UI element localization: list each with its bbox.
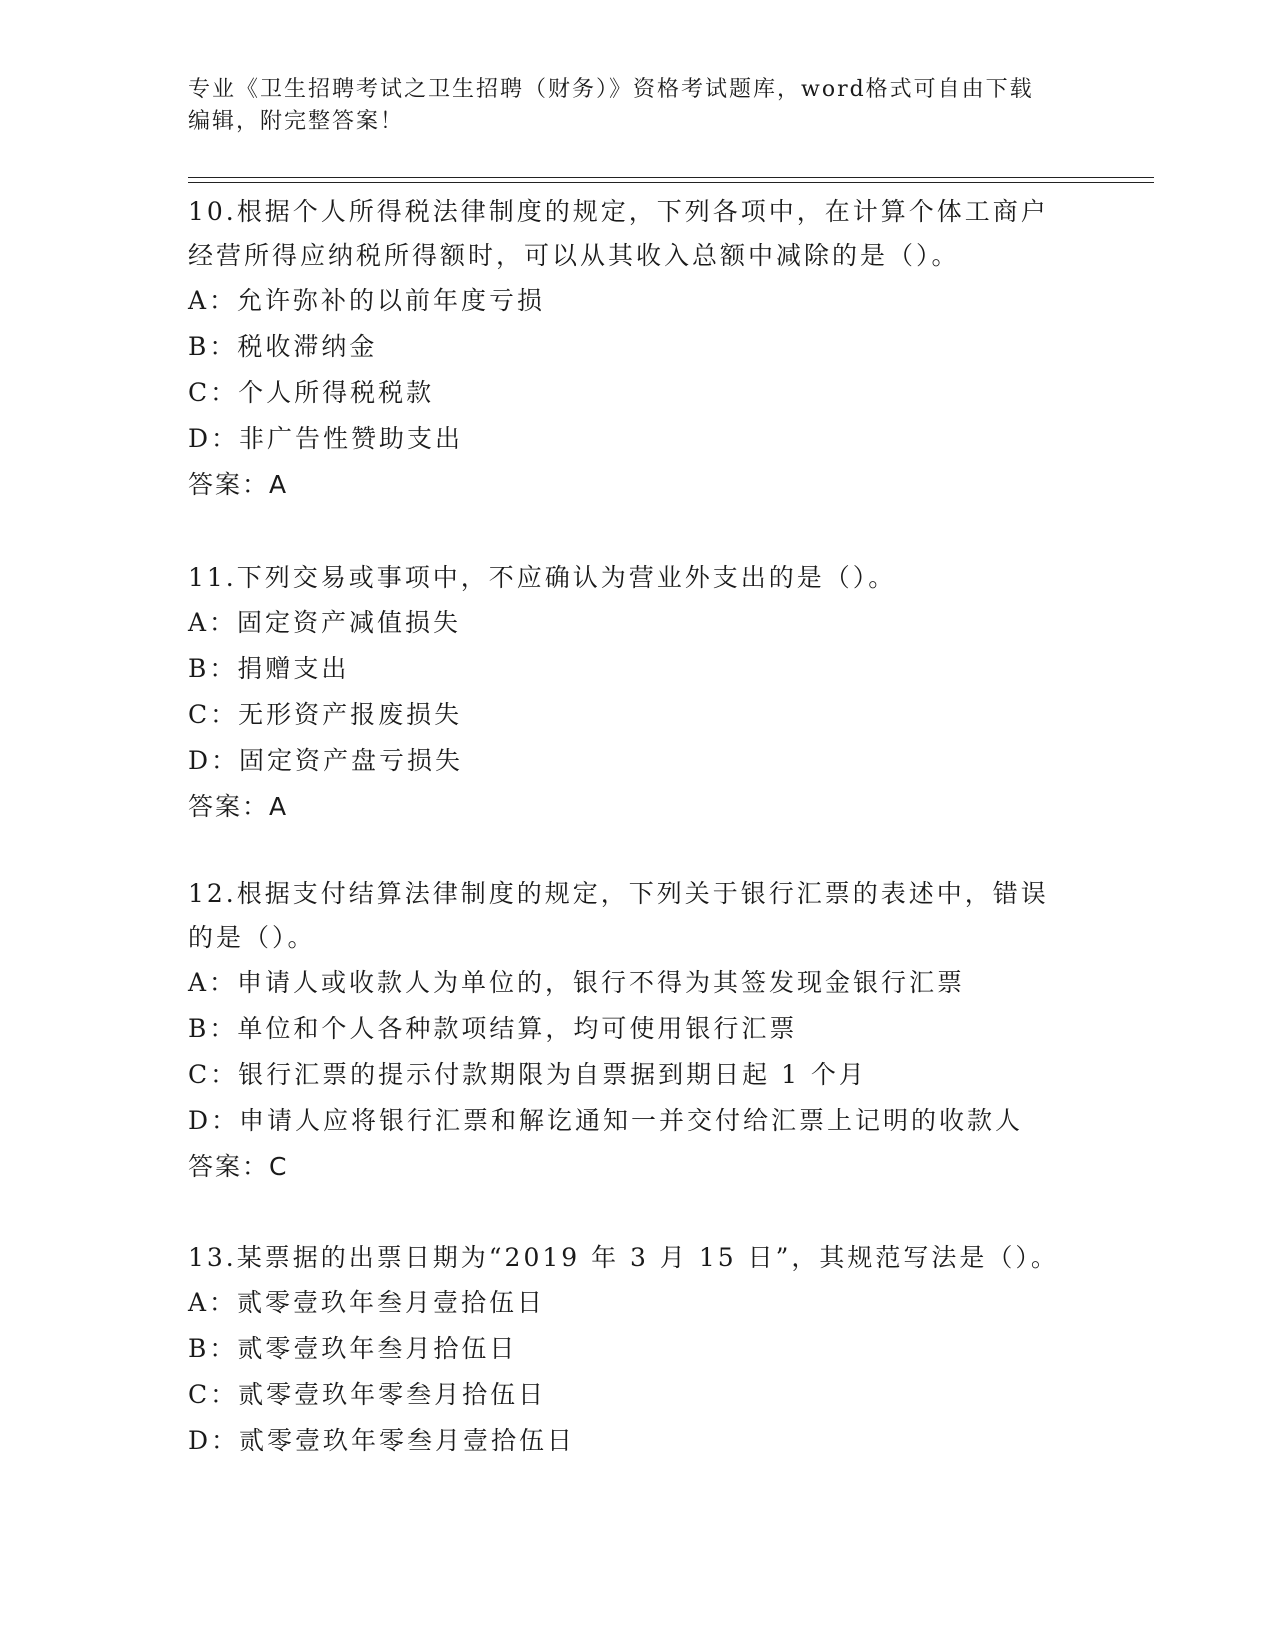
option-d: D：申请人应将银行汇票和解讫通知一并交付给汇票上记明的收款人 xyxy=(188,1106,1024,1135)
header-line-2: 编辑，附完整答案！ xyxy=(188,109,405,134)
option-c: C：银行汇票的提示付款期限为自票据到期日起 1 个月 xyxy=(188,1060,867,1089)
question-13 xyxy=(188,1236,1088,1464)
option-a: A：贰零壹玖年叁月壹拾伍日 xyxy=(188,1288,546,1317)
question-11 xyxy=(188,556,1088,830)
question-stem-line-1: 11.下列交易或事项中，不应确认为营业外支出的是（）。 xyxy=(188,563,897,592)
option-b: B：贰零壹玖年叁月拾伍日 xyxy=(188,1334,518,1363)
option-d: D：非广告性赞助支出 xyxy=(188,424,464,453)
option-b: B：单位和个人各种款项结算，均可使用银行汇票 xyxy=(188,1014,798,1043)
answer: 答案：C xyxy=(188,1152,289,1181)
answer: 答案：A xyxy=(188,470,289,499)
option-c: C：个人所得税税款 xyxy=(188,378,435,407)
header-line-1: 专业《卫生招聘考试之卫生招聘（财务）》资格考试题库，word格式可自由下载 xyxy=(188,77,1034,102)
header-divider-top xyxy=(188,177,1154,178)
document-header xyxy=(188,74,1088,138)
option-a: A：申请人或收款人为单位的，银行不得为其签发现金银行汇票 xyxy=(188,968,966,997)
answer: 答案：A xyxy=(188,792,289,821)
option-c: C：贰零壹玖年零叁月拾伍日 xyxy=(188,1380,547,1409)
option-a: A：固定资产减值损失 xyxy=(188,608,462,637)
question-stem-line-2: 的是（）。 xyxy=(188,923,316,952)
option-a: A：允许弥补的以前年度亏损 xyxy=(188,286,546,315)
option-b: B：税收滞纳金 xyxy=(188,332,378,361)
question-12 xyxy=(188,872,1088,1190)
question-stem-line-1: 10.根据个人所得税法律制度的规定，下列各项中，在计算个体工商户 xyxy=(188,197,1049,226)
option-d: D：固定资产盘亏损失 xyxy=(188,746,464,775)
header-divider-bottom xyxy=(188,182,1154,183)
option-d: D：贰零壹玖年零叁月壹拾伍日 xyxy=(188,1426,576,1455)
option-c: C：无形资产报废损失 xyxy=(188,700,463,729)
question-stem-line-1: 13.某票据的出票日期为“2019 年 3 月 15 日”，其规范写法是（）。 xyxy=(188,1243,1059,1272)
option-b: B：捐赠支出 xyxy=(188,654,350,683)
question-10 xyxy=(188,190,1088,508)
question-stem-line-2: 经营所得应纳税所得额时，可以从其收入总额中减除的是（）。 xyxy=(188,241,960,270)
question-stem-line-1: 12.根据支付结算法律制度的规定，下列关于银行汇票的表述中，错误 xyxy=(188,879,1049,908)
